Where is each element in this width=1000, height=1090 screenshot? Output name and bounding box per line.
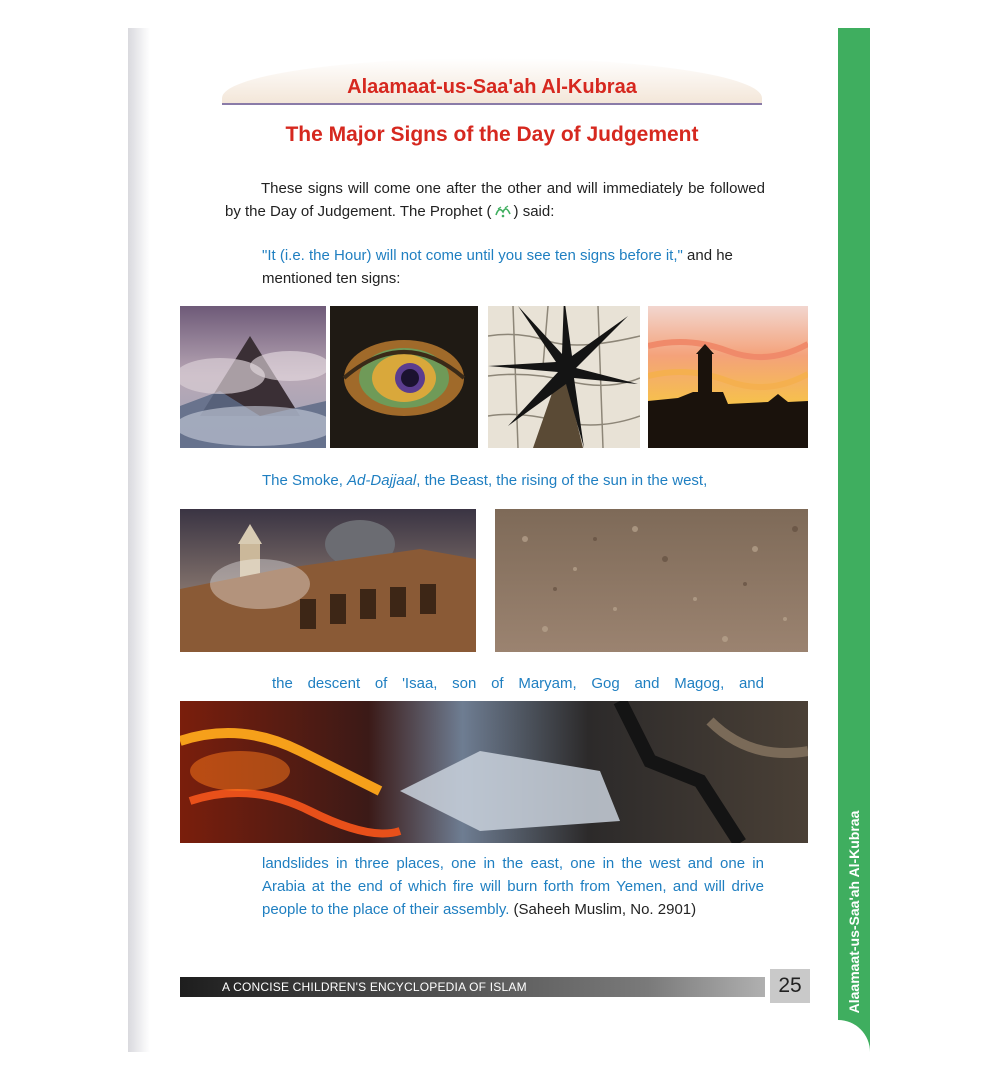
signs-caption-row-3 — [262, 852, 764, 921]
intro-text-before: These signs will come one after the other and will immediately be followed by the Day of Judgement. The Prophet ( — [225, 180, 765, 220]
caption-1-italic: Ad-Dajjaal — [347, 472, 417, 489]
smoke-mountain-image — [180, 306, 326, 448]
page-number: 25 — [770, 969, 810, 1003]
hadith-quote-text: "It (i.e. the Hour) will not come until you see ten signs before it," — [262, 247, 683, 264]
intro-text-after: ) said: — [513, 203, 555, 220]
hadith-continuation: and he mentioned ten signs: — [262, 247, 733, 287]
caption-1-part-1: The Smoke, — [262, 472, 348, 489]
gog-magog-plain-image — [495, 509, 808, 652]
hadith-reference: (Saheeh Muslim, No. 2901) — [509, 901, 697, 918]
salla-calligraphy-icon — [494, 203, 512, 219]
chapter-title: Alaamaat-us-Saa'ah Al-Kubraa — [347, 76, 637, 98]
page-title: The Major Signs of the Day of Judgement — [285, 123, 699, 146]
intro-paragraph — [225, 177, 765, 223]
sunrise-in-west-image — [648, 306, 808, 448]
page-gutter-shadow — [128, 28, 150, 1052]
landslides-lava-image — [180, 701, 808, 843]
caption-3-text: landslides in three places, one in the east, one in the west and one in Arabia at the end of which fire will burn forth from Yemen, and will drive people to the place of their assembly. — [262, 855, 764, 918]
beast-cracked-earth-image — [488, 306, 640, 448]
signs-caption-row-2: the descent of 'Isaa, son of Maryam, Gog and Magog, and — [272, 675, 764, 692]
dajjaal-eye-image — [330, 306, 478, 448]
hadith-quote — [262, 244, 772, 290]
caption-1-part-2: , the Beast, the rising of the sun in the west, — [416, 472, 708, 489]
book-title-footer: A CONCISE CHILDREN'S ENCYCLOPEDIA OF ISLAM — [222, 980, 527, 994]
mosque-minaret-image — [180, 509, 476, 652]
side-chapter-title: Alaamaat-us-Saa'ah Al-Kubraa — [846, 810, 862, 1014]
signs-caption-row-1 — [262, 469, 772, 492]
header-divider — [222, 103, 762, 105]
